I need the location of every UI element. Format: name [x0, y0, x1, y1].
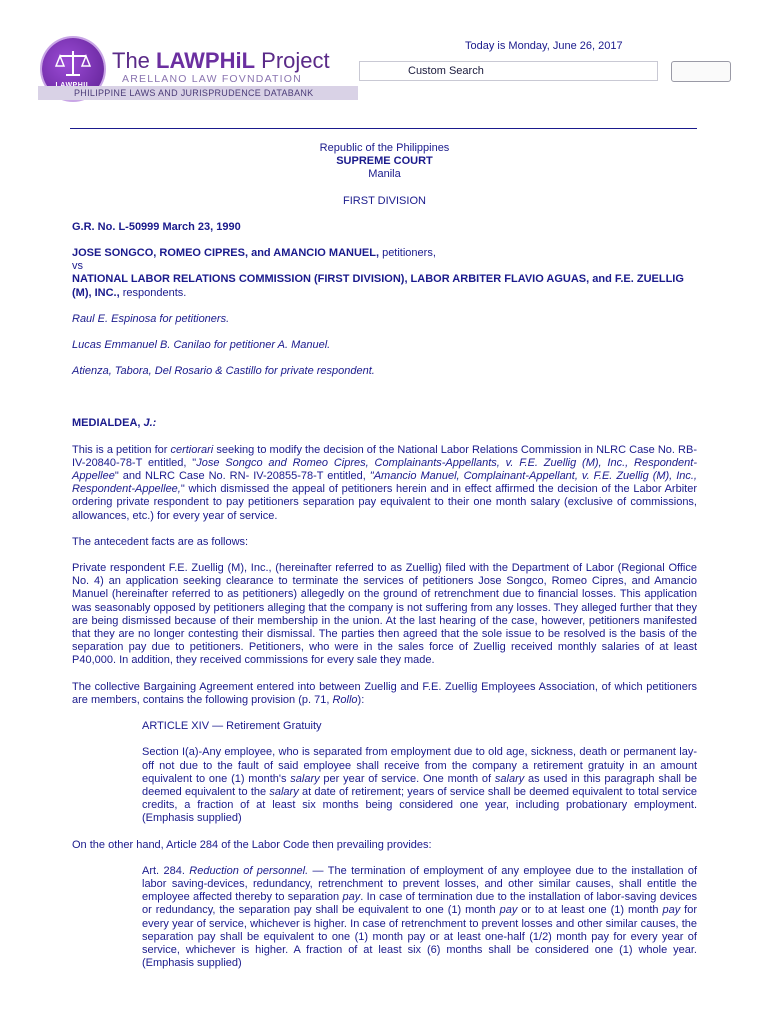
respondents-names: NATIONAL LABOR RELATIONS COMMISSION (FIRST DIVISION), LABOR ARBITER FLAVIO AGUAS, and F.E. ZUELLIG (M), INC., [72, 273, 684, 299]
logo-title-bold: LAWPHiL [156, 48, 256, 73]
site-header [0, 0, 768, 110]
today-date: Today is Monday, June 26, 2017 [465, 40, 623, 52]
logo-title-prefix: The [112, 48, 157, 73]
counsel-1: Raul E. Espinosa for petitioners. [72, 312, 230, 325]
paragraph-3: Private respondent F.E. Zuellig (M), Inc., (hereinafter referred to as Zuellig) filed with the Department of Labor (Regional Office No. 4) an application seeking clearance to terminate the services of petitioners Jose Songco, Romeo Cipres, and Amancio Manuel (hereinafter referred to as petitioners) allegedly on the ground of retrenchment due to financial losses. This application was seasonably opposed by petitioners alleging that the company is not suffering from any losses. They alleged further that they are being dismissed because of their membership in the union. At the last hearing of the case, however, petitioners manifested that they are no longer contesting their dismissal. The parties then agreed that the sole issue to be resolved is the basis of the separation pay due to petitioners. Petitioners, who were in the sales force of Zuellig received monthly salaries of at least P40,000. In addition, they received commissions for every sale they made. [72, 562, 697, 667]
ponente-title: J.: [143, 417, 157, 430]
custom-search-input[interactable]: Custom Search [359, 61, 658, 81]
respondents-line [72, 273, 697, 299]
decision-body [72, 142, 697, 970]
article-title: ARTICLE XIV — Retirement Gratuity [142, 720, 322, 733]
petitioners-names: JOSE SONGCO, ROMEO CIPRES, and AMANCIO MANUEL, [72, 247, 380, 260]
gr-number: G.R. No. L-50999 March 23, 1990 [72, 220, 241, 233]
vs-line: vs [72, 260, 83, 273]
court-line-3: Manila [368, 168, 401, 181]
lawphil-logo[interactable] [38, 38, 358, 104]
petitioners-tail: petitioners, [379, 247, 436, 260]
search-button[interactable] [671, 61, 731, 82]
counsel-3: Atienza, Tabora, Del Rosario & Castillo for private respondent. [72, 365, 375, 378]
paragraph-2: The antecedent facts are as follows: [72, 535, 249, 548]
ponente-name: MEDIALDEA, [72, 417, 144, 430]
division-title: FIRST DIVISION [343, 194, 426, 207]
ponente [72, 417, 697, 430]
section-quote: Section I(a)-Any employee, who is separated from employment due to old age, sickness, death or permanent lay-off not due to the fault of said employee shall receive from the company a retirement gratuity in an amount equivalent to one (1) month's salary per year of service. One month of salary as used in this paragraph shall be deemed equivalent to the salary at date of retirement; years of service shall be deemed equivalent to total service credits, a fraction of at least six months being considered one year, including probationary employment. (Emphasis supplied) [142, 746, 697, 825]
article-284-quote: Art. 284. Reduction of personnel. — The termination of employment of any employee due to the installation of labor saving-devices, redundancy, retrenchment to prevent losses, and other similar causes, shall entitle the employee affected thereby to separation pay. In case of termination due to the installation of labor-saving devices or redundancy, the separation pay shall be equivalent to one (1) month pay or to at least one (1) month pay for every year of service, whichever is higher. In case of retrenchment to prevent losses and other similar causes, the separation pay shall be equivalent to one (1) month pay or at least one-half (1/2) month pay for every year of service, whichever is higher. A fraction of at least six (6) months shall be considered one (1) whole year. (Emphasis supplied) [142, 864, 698, 970]
court-line-1: Republic of the Philippines [319, 142, 450, 154]
logo-tagline: PHILIPPINE LAWS AND JURISPRUDENCE DATABANK [38, 86, 358, 100]
logo-title-suffix: Project [255, 48, 330, 73]
paragraph-1: This is a petition for certiorari seeking to modify the decision of the National Labor Relations Commission in NLRC Case No. RB-IV-20840-78-T entitled, "Jose Songco and Romeo Cipres, Complainants-Appellants, v. F.E. Zuellig (M), Inc., Respondent-Appellee" and NLRC Case No. RN- IV-20855-78-T entitled, "Amancio Manuel, Complainant-Appellant, v. F.E. Zuellig (M), Inc., Respondent-Appellee," which dismissed the appeal of petitioners herein and in effect affirmed the decision of the Labor Arbiter ordering private respondent to pay petitioners separation pay equivalent to their one month salary (exclusive of commissions, allowances, etc.) for every year of service. [72, 443, 697, 522]
court-line-2: SUPREME COURT [336, 155, 433, 168]
logo-title [112, 48, 330, 74]
header-divider [70, 128, 697, 129]
respondents-tail: respondents. [119, 286, 187, 299]
paragraph-4: The collective Bargaining Agreement entered into between Zuellig and F.E. Zuellig Employees Association, of which petitioners are members, contains the following provision (p. 71, Rollo): [72, 680, 697, 706]
petitioners-line [72, 247, 697, 260]
counsel-2: Lucas Emmanuel B. Canilao for petitioner A. Manuel. [72, 339, 331, 352]
paragraph-5: On the other hand, Article 284 of the Labor Code then prevailing provides: [72, 838, 432, 851]
logo-subtitle: ARELLANO LAW FOVNDATION [122, 73, 302, 85]
